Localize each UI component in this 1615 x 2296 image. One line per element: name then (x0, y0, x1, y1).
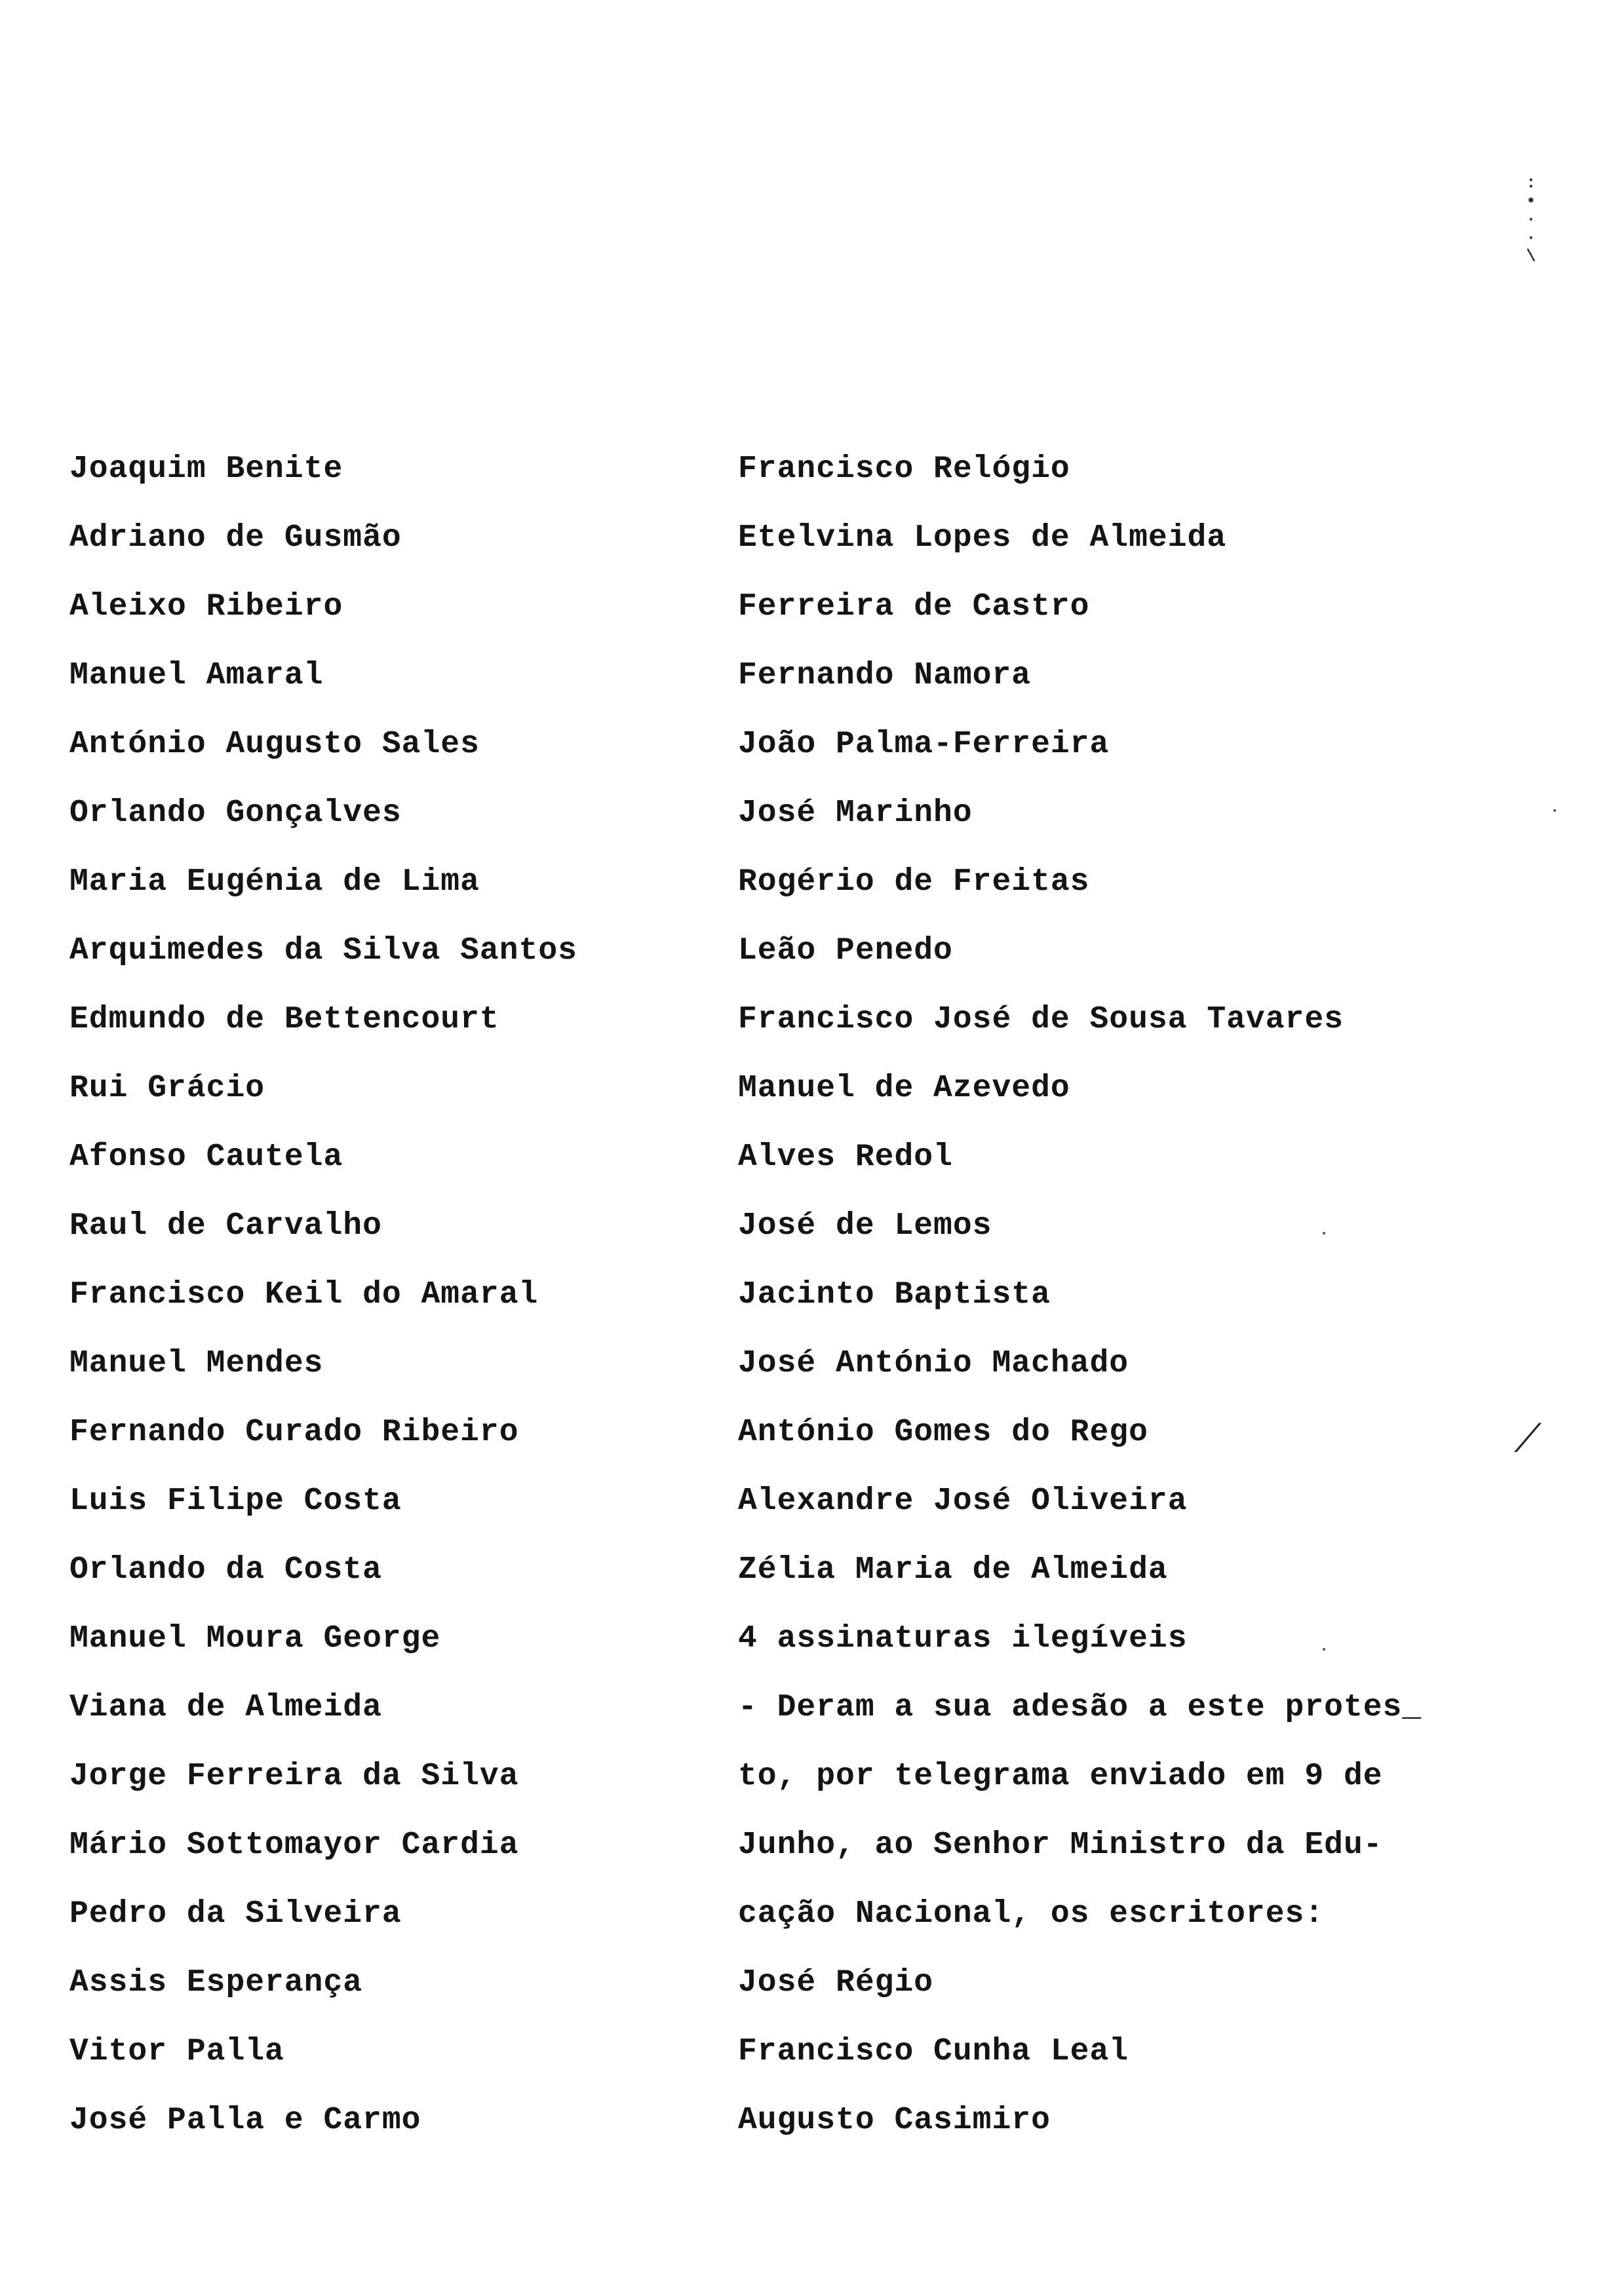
signatory-name: António Augusto Sales (69, 727, 480, 762)
signatory-name: Manuel de Azevedo (738, 1071, 1070, 1106)
signatory-name: Jacinto Baptista (738, 1277, 1051, 1312)
margin-marks: : • · · \ (1526, 173, 1536, 266)
signatory-name: José Marinho (738, 795, 973, 831)
signatory-name: Pedro da Silveira (69, 1896, 402, 1932)
signatory-name: José António Machado (738, 1346, 1129, 1381)
signatory-name: Vitor Palla (69, 2034, 284, 2069)
signatory-name: Afonso Cautela (69, 1139, 343, 1175)
signatory-name: Adriano de Gusmão (69, 520, 402, 556)
signatory-name: Mário Sottomayor Cardia (69, 1827, 519, 1863)
signatory-name: Fernando Namora (738, 658, 1032, 693)
telegram-note-line: Junho, ao Senhor Ministro da Edu- (738, 1827, 1383, 1863)
signatory-name: Manuel Moura George (69, 1621, 441, 1656)
signatory-name: Alexandre José Oliveira (738, 1483, 1188, 1519)
signatory-name: Ferreira de Castro (738, 589, 1090, 624)
left-signatory-list (69, 435, 577, 2155)
illegible-signatures-note: 4 assinaturas ilegíveis (738, 1621, 1188, 1656)
signatory-name: Arquimedes da Silva Santos (69, 933, 577, 968)
signatory-name: José Régio (738, 1965, 934, 2000)
signatory-name: José Palla e Carmo (69, 2103, 421, 2138)
signatory-name: Augusto Casimiro (738, 2103, 1051, 2138)
signatory-name: António Gomes do Rego (738, 1415, 1148, 1450)
signatory-name: Manuel Mendes (69, 1346, 324, 1381)
signatory-name: Manuel Amaral (69, 658, 324, 693)
signatory-name: Rogério de Freitas (738, 864, 1090, 900)
signatory-name: Orlando Gonçalves (69, 795, 402, 831)
signatory-name: Luis Filipe Costa (69, 1483, 402, 1519)
signatory-name: Leão Penedo (738, 933, 953, 968)
signatory-name: Viana de Almeida (69, 1690, 382, 1725)
telegram-note-line: cação Nacional, os escritores: (738, 1896, 1325, 1932)
signatory-name: Maria Eugénia de Lima (69, 864, 480, 900)
signatory-name: João Palma-Ferreira (738, 727, 1110, 762)
telegram-note-line: - Deram a sua adesão a este protes_ (738, 1690, 1422, 1725)
telegram-note-line: to, por telegrama enviado em 9 de (738, 1759, 1383, 1794)
signatory-name: Zélia Maria de Almeida (738, 1552, 1168, 1588)
right-signatory-list (738, 435, 1422, 2155)
signatory-name: Alves Redol (738, 1139, 953, 1175)
signatory-name: Francisco José de Sousa Tavares (738, 1002, 1344, 1037)
signatory-name: Joaquim Benite (69, 451, 343, 487)
signatory-name: Fernando Curado Ribeiro (69, 1415, 519, 1450)
stray-pen-mark: ⟋ (1514, 1415, 1542, 1461)
signatory-name: Assis Esperança (69, 1965, 363, 2000)
signatory-name: Edmundo de Bettencourt (69, 1002, 499, 1037)
stray-dot (1553, 809, 1556, 812)
signatory-name: Francisco Cunha Leal (738, 2034, 1129, 2069)
signatory-name: Raul de Carvalho (69, 1208, 382, 1244)
signatory-name: Francisco Relógio (738, 451, 1070, 487)
signatory-name: Rui Grácio (69, 1071, 265, 1106)
signatory-name: Etelvina Lopes de Almeida (738, 520, 1227, 556)
signatory-name: Francisco Keil do Amaral (69, 1277, 539, 1312)
signatory-name: Aleixo Ribeiro (69, 589, 343, 624)
signatory-name: José de Lemos (738, 1208, 992, 1244)
signatory-name: Jorge Ferreira da Silva (69, 1759, 519, 1794)
signatory-name: Orlando da Costa (69, 1552, 382, 1588)
